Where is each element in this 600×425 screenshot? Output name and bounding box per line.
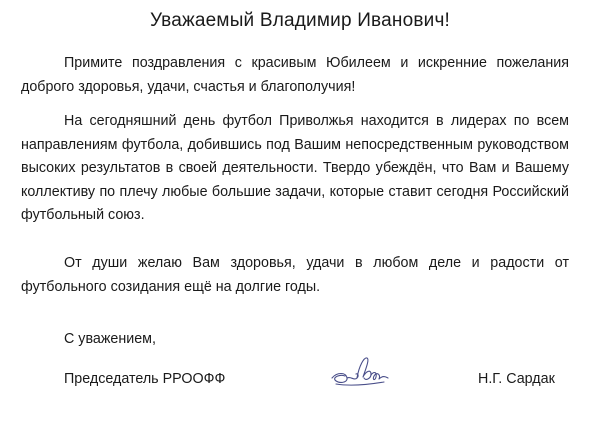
signatory-position: Председатель РРООФФ: [64, 371, 226, 387]
signatory-name: Н.Г. Сардак: [478, 371, 555, 387]
signature-icon: [328, 351, 394, 391]
salutation: Уважаемый Владимир Иванович!: [149, 10, 451, 31]
paragraph-wishes: От души желаю Вам здоровья, удачи в любом деле и радости от футбольного созидания ещё на долгие годы.: [21, 255, 569, 295]
closing: С уважением,: [64, 331, 156, 347]
paragraph-congratulations: Примите поздравления с красивым Юбилеем и искренние пожелания доброго здоровья, удачи, счастья и благополучия!: [21, 55, 569, 95]
paragraph-achievements: На сегодняшний день футбол Приволжья находится в лидерах по всем направлениям футбола, добившись под Вашим непосредственным руководством высоких результатов в своей деятельности. Твердо убеждён, что Вам и Вашему коллективу по плечу любые большие задачи, которые ставит сегодня Российский футбольный союз.: [21, 113, 569, 224]
